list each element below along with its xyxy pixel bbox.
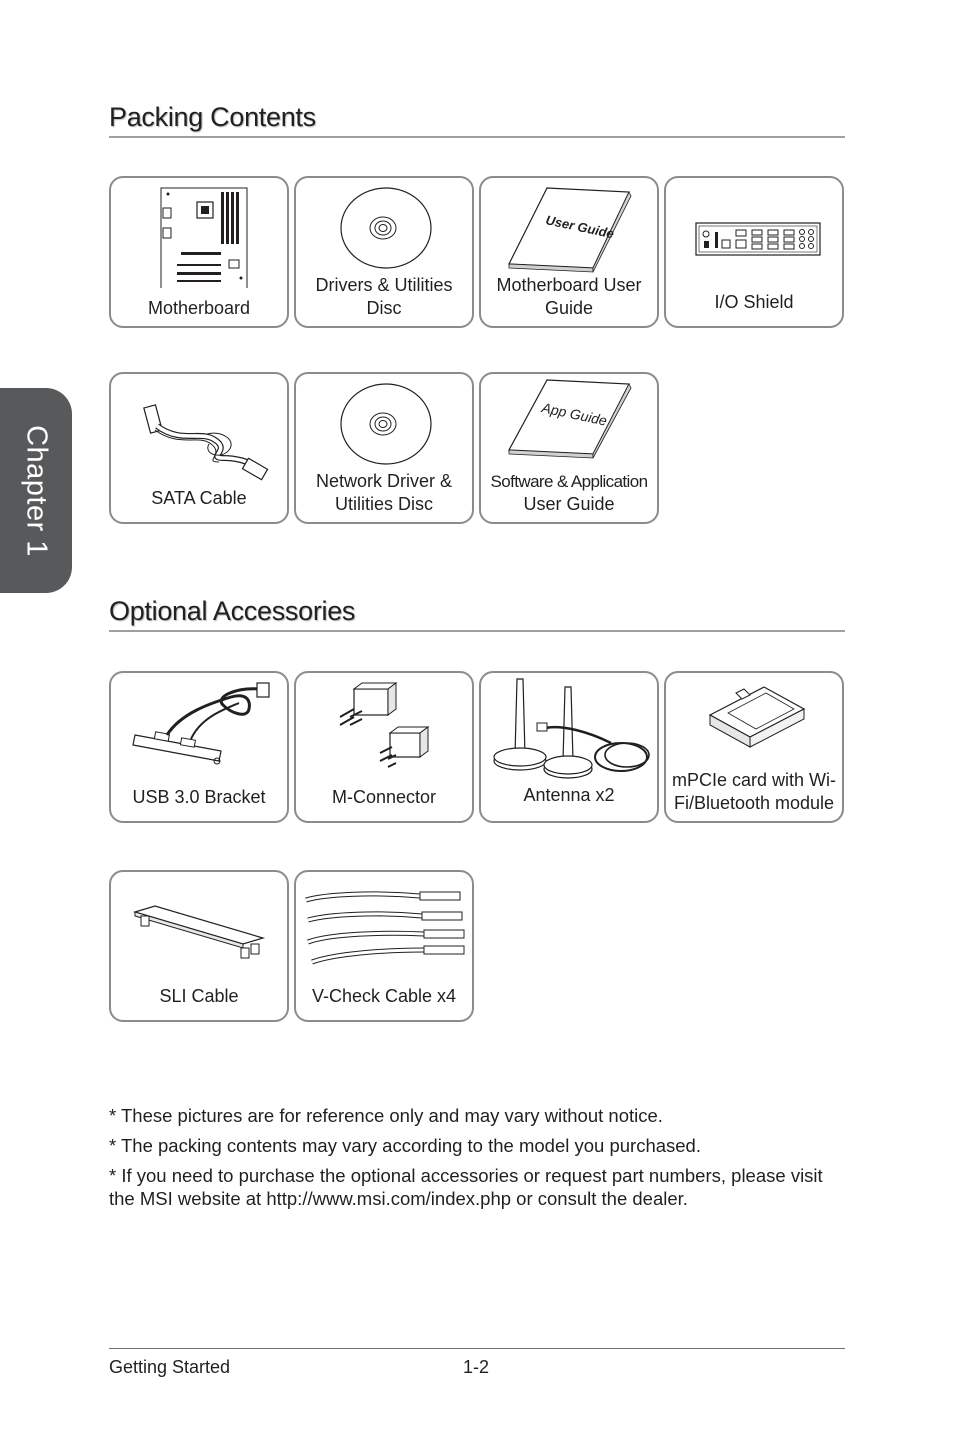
item-label: Motherboard xyxy=(147,298,251,318)
footer-rule xyxy=(109,1348,845,1349)
item-label: Antenna x2 xyxy=(523,785,615,805)
item-label: Motherboard User Guide xyxy=(496,275,642,318)
motherboard-icon xyxy=(111,178,287,288)
packing-contents-title: Packing Contents xyxy=(109,102,316,132)
item-card-m-connector xyxy=(294,671,474,823)
chapter-tab-label: Chapter 1 xyxy=(20,424,53,557)
footnote: * The packing contents may vary according to the model you purchased. xyxy=(109,1135,701,1156)
user-guide-cover-text: User Guide xyxy=(544,212,616,242)
optional-accessories-title: Optional Accessories xyxy=(109,596,356,626)
item-card-io-shield xyxy=(664,176,844,328)
vcheck-cable-icon xyxy=(296,872,472,982)
item-card-network-disc xyxy=(294,372,474,524)
item-label: mPCIe card with Wi-Fi/Bluetooth module xyxy=(671,770,837,813)
item-label xyxy=(483,470,655,516)
item-card-mpcie xyxy=(664,671,844,823)
item-label-line1: Software & Application xyxy=(490,472,648,491)
sli-bridge-icon xyxy=(111,872,287,982)
footnote: * These pictures are for reference only and may vary without notice. xyxy=(109,1105,663,1126)
item-card-vcheck-cable xyxy=(294,870,474,1022)
item-label: I/O Shield xyxy=(714,292,794,312)
item-label: SATA Cable xyxy=(151,488,247,508)
item-card-sli-cable xyxy=(109,870,289,1022)
item-card-antenna xyxy=(479,671,659,823)
item-label: SLI Cable xyxy=(159,986,239,1006)
user-guide-book-icon xyxy=(481,178,657,288)
item-label: Network Driver & Utilities Disc xyxy=(315,471,453,514)
app-guide-cover-text: App Guide xyxy=(540,399,609,429)
io-shield-icon xyxy=(666,178,842,288)
optional-accessories-rule xyxy=(109,630,845,632)
item-label: USB 3.0 Bracket xyxy=(132,787,266,807)
item-card-software-app-guide xyxy=(479,372,659,524)
footnote: * If you need to purchase the optional accessories or request part numbers, please visit the MSI website at http://www.msi.com/index.php or consult the dealer. xyxy=(109,1165,823,1209)
mpcie-card-icon xyxy=(666,673,842,763)
disc-icon xyxy=(296,178,472,288)
m-connector-icon xyxy=(296,673,472,783)
disc-icon xyxy=(296,374,472,484)
item-label: V-Check Cable x4 xyxy=(311,986,457,1006)
packing-contents-rule xyxy=(109,136,845,138)
page-number: 1-2 xyxy=(463,1357,490,1377)
item-label: Drivers & Utilities Disc xyxy=(315,275,453,318)
item-card-motherboard-user-guide xyxy=(479,176,659,328)
footer-section-name: Getting Started xyxy=(109,1357,231,1377)
item-label: M-Connector xyxy=(331,787,437,807)
item-label-line2: User Guide xyxy=(523,494,615,514)
chapter-tab xyxy=(0,388,72,593)
item-card-motherboard xyxy=(109,176,289,328)
item-card-drivers-disc xyxy=(294,176,474,328)
usb-bracket-icon xyxy=(111,673,287,783)
antenna-icon xyxy=(481,673,657,783)
item-card-sata-cable xyxy=(109,372,289,524)
item-card-usb-bracket xyxy=(109,671,289,823)
app-guide-book-icon xyxy=(481,374,657,484)
footnotes xyxy=(109,1104,849,1217)
sata-cable-icon xyxy=(111,374,287,484)
